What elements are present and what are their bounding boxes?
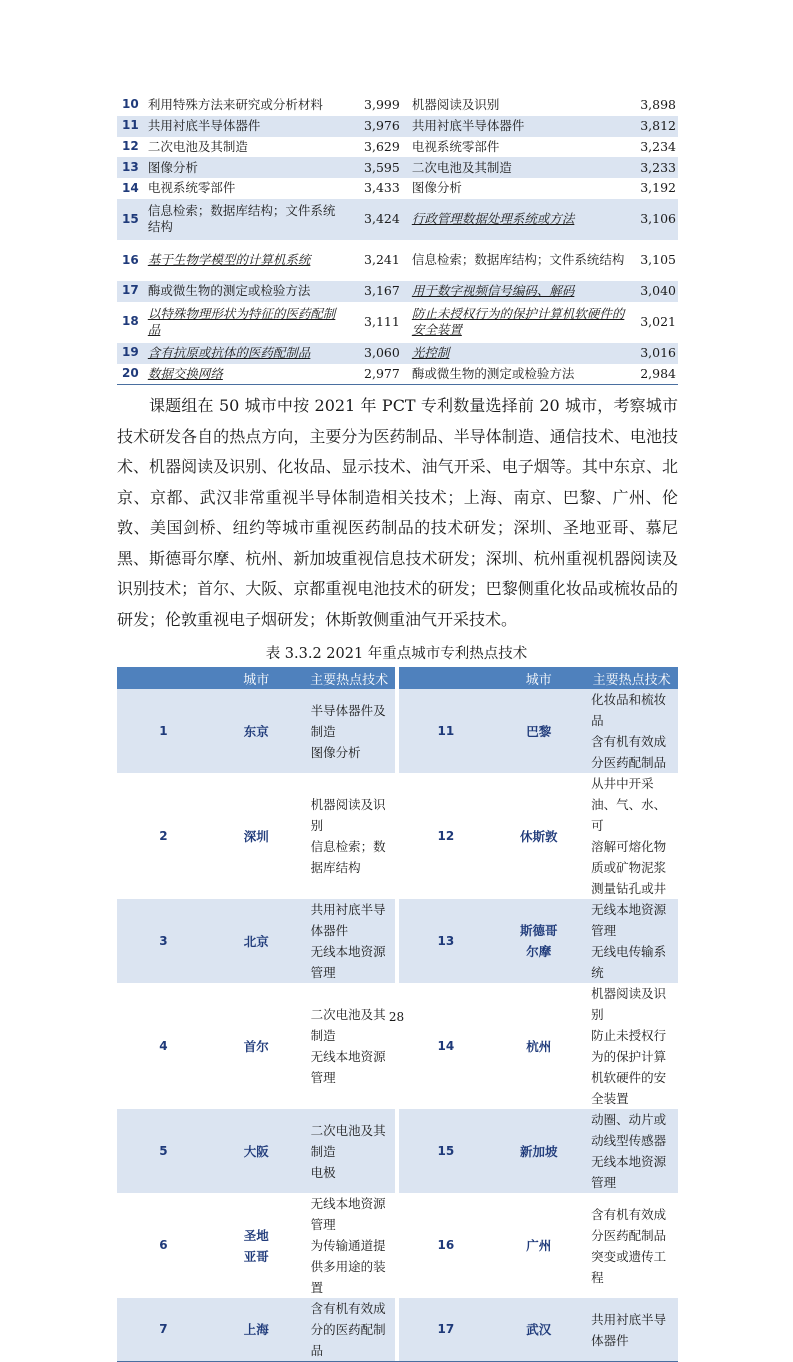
rank-cell-text: 17 — [122, 283, 139, 298]
ranking-row — [117, 95, 678, 116]
left-tech-count — [348, 157, 408, 178]
city-tech-right — [585, 773, 678, 899]
city-name-text: 巴黎 — [526, 723, 552, 739]
left-tech-name-text: 二次电池及其制造 — [147, 138, 248, 154]
left-tech-count-text: 3,424 — [364, 211, 400, 227]
hot-tech-ranking-table — [117, 95, 678, 385]
city-tech-left — [303, 689, 396, 773]
city-name-text: 北京 — [243, 933, 269, 949]
city-name-text: 杭州 — [526, 1038, 552, 1054]
city-tech-left — [303, 983, 396, 1109]
ranking-row — [117, 157, 678, 178]
left-tech-count-text: 3,433 — [364, 180, 400, 196]
rank-cell-text: 18 — [122, 314, 139, 329]
left-tech-count-text: 3,629 — [364, 138, 400, 154]
tech-line: 图像分析 — [310, 744, 361, 760]
city-name-line: 尔摩 — [526, 944, 552, 959]
right-tech-count — [631, 240, 678, 281]
left-tech-count — [348, 343, 408, 364]
body-paragraph: 课题组在 50 城市中按 2021 年 PCT 专利数量选择前 20 城市，考察城市技术研发各自的热点方向，主要分为医药制品、半导体制造、通信技术、电池技术、机器阅读及识别、化妆品、显示技术、油气开采、电子烟等。其中东京、北京、京都、武汉非常重视半导体制造相关技术；上海、南京、巴黎、广州、伦敦、美国剑桥、纽约等城市重视医药制品的技术研发；深圳、圣地亚哥、慕尼黑、斯德哥尔摩、杭州、新加坡重视信息技术研发；深圳、杭州重视机器阅读及识别技术；首尔、大阪、京都重视电池技术的研发；巴黎侧重化妆品或梳妆品的研发；伦敦重视电子烟研发；休斯敦侧重油气开采技术。 — [117, 396, 678, 629]
city-rank-left — [117, 899, 210, 983]
city-tech-right — [585, 899, 678, 983]
tech-line: 电极 — [310, 1164, 336, 1180]
city-rank-text: 12 — [437, 828, 455, 843]
tech-line: 从井中开采油、气、水、可 — [591, 776, 667, 833]
city-name-left — [210, 899, 303, 983]
city-rank-text: 1 — [159, 723, 168, 738]
rank-cell-text: 10 — [122, 97, 139, 112]
city-rank-left — [117, 773, 210, 899]
city-rank-text: 16 — [437, 1238, 455, 1252]
city-row — [117, 1193, 678, 1298]
rank-cell-text: 11 — [122, 118, 139, 133]
left-tech-name — [144, 157, 348, 178]
right-tech-count — [631, 364, 678, 385]
city-tech-right — [585, 1298, 678, 1362]
left-tech-count — [348, 302, 408, 343]
right-tech-count-text: 3,192 — [640, 180, 676, 196]
right-tech-name-text: 图像分析 — [411, 180, 462, 196]
city-tech-left — [303, 899, 396, 983]
city-rank-right — [399, 899, 492, 983]
tech-line: 动圈、动片或动线型传感器 — [591, 1112, 667, 1148]
right-tech-name — [408, 116, 631, 137]
right-tech-count — [631, 281, 678, 302]
left-tech-name-text: 含有抗原或抗体的医药配制品 — [147, 344, 311, 360]
right-tech-count-text: 3,106 — [640, 211, 676, 227]
left-tech-name — [144, 302, 348, 343]
right-tech-count-text: 3,021 — [640, 314, 676, 330]
city-name-right — [492, 1298, 585, 1362]
right-tech-count — [631, 157, 678, 178]
city-rank-text: 15 — [437, 1143, 455, 1158]
tech-line: 共用衬底半导体器件 — [591, 1311, 667, 1348]
right-tech-name — [408, 281, 631, 302]
right-tech-name — [408, 302, 631, 343]
city-rank-right — [399, 1193, 492, 1298]
city-row — [117, 899, 678, 983]
right-tech-name — [408, 199, 631, 240]
right-tech-count-text: 3,105 — [640, 252, 676, 268]
right-tech-count — [631, 343, 678, 364]
right-tech-name — [408, 178, 631, 199]
left-tech-name-text: 利用特殊方法来研究或分析材料 — [147, 97, 323, 113]
city-name-right — [492, 983, 585, 1109]
city-rank-right — [399, 689, 492, 773]
right-tech-name-text: 行政管理数据处理系统或方法 — [411, 211, 575, 227]
left-tech-name-text: 数据交换网络 — [147, 365, 223, 381]
right-tech-name-text: 信息检索；数据库结构；文件系统结构 — [411, 252, 625, 268]
rank-cell-text: 20 — [122, 366, 139, 381]
left-tech-count-text: 3,111 — [364, 314, 400, 330]
rank-cell-text: 19 — [122, 345, 139, 360]
city-name-right — [492, 689, 585, 773]
left-tech-name-text: 以特殊物理形状为特征的医药配制品 — [147, 305, 336, 338]
city-rank-text: 14 — [437, 1038, 455, 1053]
left-tech-count-text: 3,167 — [364, 283, 400, 299]
tech-line: 无线本地资源管理 — [591, 902, 667, 938]
left-tech-count — [348, 240, 408, 281]
left-tech-name — [144, 178, 348, 199]
city-name-line: 斯德哥 — [519, 923, 558, 938]
tech-line: 为传输通道提供多用途的装置 — [310, 1238, 386, 1295]
rank-cell-text: 13 — [122, 159, 139, 174]
ranking-row — [117, 137, 678, 158]
header-tech-left: 主要热点技术 — [303, 667, 396, 689]
right-tech-name — [408, 95, 631, 116]
tech-line: 机软硬件的安全装置 — [591, 1070, 667, 1106]
left-tech-name-text: 信息检索；数据库结构；文件系统结构 — [147, 202, 336, 235]
rank-cell-text: 14 — [122, 180, 139, 195]
rank-cell — [117, 95, 144, 116]
city-rank-left — [117, 1193, 210, 1298]
city-rank-right — [399, 1298, 492, 1362]
ranking-row — [117, 364, 678, 385]
right-tech-name — [408, 157, 631, 178]
right-tech-name — [408, 343, 631, 364]
left-tech-name — [144, 364, 348, 385]
ranking-table-body — [117, 95, 678, 385]
left-tech-name — [144, 343, 348, 364]
right-tech-name-text: 用于数字视频信号编码、解码 — [411, 283, 575, 299]
city-name-right — [492, 773, 585, 899]
right-tech-count-text: 3,812 — [640, 117, 676, 133]
rank-cell — [117, 157, 144, 178]
left-tech-name-text: 图像分析 — [147, 159, 198, 175]
city-name-left — [210, 983, 303, 1109]
right-tech-count-text: 2,984 — [640, 365, 676, 381]
left-tech-count-text: 3,976 — [364, 117, 400, 133]
rank-cell — [117, 178, 144, 199]
tech-line: 溶解可熔化物质或矿物泥浆 — [591, 839, 667, 875]
ranking-row — [117, 302, 678, 343]
left-tech-count-text: 2,977 — [364, 365, 400, 381]
tech-line: 无线本地资源管理 — [310, 1196, 386, 1232]
city-tech-right — [585, 689, 678, 773]
tech-line: 机器阅读及识别 — [591, 986, 667, 1022]
tech-line: 半导体器件及制造 — [310, 702, 386, 739]
rank-cell — [117, 364, 144, 385]
rank-cell-text: 12 — [122, 139, 139, 154]
right-tech-name-text: 防止未授权行为的保护计算机软硬件的安全装置 — [411, 305, 625, 338]
right-tech-count — [631, 178, 678, 199]
city-rank-left — [117, 1298, 210, 1362]
rank-cell — [117, 281, 144, 302]
right-tech-count-text: 3,898 — [640, 97, 676, 113]
right-tech-count — [631, 199, 678, 240]
city-name-right — [492, 1193, 585, 1298]
right-tech-count-text: 3,234 — [640, 138, 676, 154]
city-tech-left — [303, 773, 396, 899]
left-tech-name-text: 基于生物学模型的计算机系统 — [147, 252, 311, 268]
table-caption: 表 3.3.2 2021 年重点城市专利热点技术 — [265, 646, 528, 662]
left-tech-name — [144, 281, 348, 302]
city-rank-left — [117, 983, 210, 1109]
tech-line: 突变或遗传工程 — [591, 1248, 667, 1285]
tech-line: 测量钻孔或井 — [591, 881, 667, 896]
header-city-right: 城市 — [492, 667, 585, 689]
city-rank-text: 4 — [159, 1038, 168, 1053]
page-number: 28 — [388, 1010, 405, 1024]
left-tech-count-text: 3,595 — [364, 159, 400, 175]
city-rank-text: 5 — [159, 1143, 168, 1158]
right-tech-name-text: 电视系统零部件 — [411, 138, 500, 154]
left-tech-count — [348, 281, 408, 302]
left-tech-count — [348, 116, 408, 137]
rank-cell-text: 16 — [122, 252, 139, 267]
tech-line: 共用衬底半导体器件 — [310, 902, 386, 938]
rank-cell — [117, 137, 144, 158]
city-row — [117, 773, 678, 899]
city-name-text: 深圳 — [243, 828, 269, 844]
ranking-row — [117, 240, 678, 281]
ranking-row — [117, 281, 678, 302]
header-rank-right — [399, 667, 492, 689]
city-rank-text: 11 — [437, 723, 455, 738]
city-name-text: 首尔 — [243, 1038, 269, 1054]
city-name-left — [210, 1193, 303, 1298]
left-tech-count — [348, 95, 408, 116]
right-tech-count — [631, 95, 678, 116]
right-tech-name — [408, 240, 631, 281]
right-tech-count-text: 3,233 — [640, 159, 676, 175]
tech-line: 无线本地资源管理 — [310, 944, 386, 980]
city-row — [117, 983, 678, 1109]
right-tech-count — [631, 137, 678, 158]
city-name-text: 广州 — [526, 1238, 552, 1253]
left-tech-count — [348, 178, 408, 199]
rank-cell — [117, 302, 144, 343]
city-tech-right — [585, 983, 678, 1109]
left-tech-count-text: 3,241 — [364, 252, 400, 268]
right-tech-name-text: 光控制 — [411, 344, 450, 360]
left-tech-name-text: 共用衬底半导体器件 — [147, 117, 261, 133]
right-tech-count-text: 3,040 — [640, 283, 676, 299]
tech-line: 含有机有效成分医药配制品 — [591, 1206, 667, 1243]
left-tech-count — [348, 137, 408, 158]
tech-line: 二次电池及其制造 — [310, 1007, 386, 1043]
city-name-left — [210, 773, 303, 899]
left-tech-name — [144, 116, 348, 137]
right-tech-count — [631, 302, 678, 343]
tech-line: 无线本地资源管理 — [591, 1154, 667, 1190]
right-tech-name — [408, 137, 631, 158]
left-tech-count — [348, 364, 408, 385]
header-tech-right: 主要热点技术 — [585, 667, 678, 689]
tech-line: 信息检索；数据库结构 — [310, 839, 386, 875]
tech-line: 无线本地资源管理 — [310, 1049, 386, 1085]
city-name-right — [492, 899, 585, 983]
tech-line: 含有机有效成分的医药配制品 — [310, 1301, 386, 1358]
city-row — [117, 689, 678, 773]
city-rank-right — [399, 773, 492, 899]
city-tech-left — [303, 1298, 396, 1362]
left-tech-name — [144, 199, 348, 240]
city-rank-right — [399, 983, 492, 1109]
city-rank-text: 17 — [437, 1322, 455, 1336]
right-tech-count — [631, 116, 678, 137]
city-rank-left — [117, 689, 210, 773]
city-rank-text: 13 — [437, 933, 455, 948]
city-table-header-row — [117, 667, 678, 689]
rank-cell — [117, 116, 144, 137]
left-tech-name — [144, 95, 348, 116]
tech-line: 防止未授权行为的保护计算 — [591, 1028, 667, 1064]
city-name-text: 大阪 — [243, 1143, 269, 1159]
city-rank-text: 2 — [159, 828, 168, 843]
tech-line: 机器阅读及识别 — [310, 797, 386, 833]
rank-cell — [117, 240, 144, 281]
city-rank-text: 3 — [159, 933, 168, 948]
right-tech-name — [408, 364, 631, 385]
city-name-text: 上海 — [243, 1322, 269, 1337]
ranking-row — [117, 343, 678, 364]
city-name-text: 东京 — [243, 723, 269, 739]
left-tech-count-text: 3,999 — [364, 97, 400, 113]
city-name-line: 圣地 — [243, 1227, 269, 1243]
tech-line: 含有机有效成分医药配制品 — [591, 734, 667, 770]
tech-line: 化妆品和梳妆品 — [591, 692, 667, 728]
rank-cell — [117, 343, 144, 364]
left-tech-name — [144, 137, 348, 158]
city-name-text: 新加坡 — [519, 1143, 558, 1159]
header-city-left: 城市 — [210, 667, 303, 689]
city-name-left — [210, 689, 303, 773]
city-name-text: 武汉 — [526, 1322, 552, 1337]
header-rank-left — [117, 667, 210, 689]
rank-cell-text: 15 — [122, 211, 139, 226]
left-tech-count — [348, 199, 408, 240]
city-rank-text: 7 — [159, 1322, 168, 1336]
left-tech-name — [144, 240, 348, 281]
city-name-left — [210, 1298, 303, 1362]
right-tech-count-text: 3,016 — [640, 344, 676, 360]
city-row — [117, 1298, 678, 1362]
left-tech-name-text: 电视系统零部件 — [147, 180, 236, 196]
right-tech-name-text: 酶或微生物的测定或检验方法 — [411, 365, 575, 381]
tech-line: 二次电池及其制造 — [310, 1122, 386, 1159]
city-name-line: 亚哥 — [243, 1248, 269, 1264]
city-table-body — [117, 689, 678, 1362]
city-tech-right — [585, 1193, 678, 1298]
right-tech-name-text: 共用衬底半导体器件 — [411, 117, 525, 133]
right-tech-name-text: 机器阅读及识别 — [411, 97, 500, 113]
right-tech-name-text: 二次电池及其制造 — [411, 159, 512, 175]
city-tech-left — [303, 1193, 396, 1298]
rank-cell — [117, 199, 144, 240]
ranking-row — [117, 116, 678, 137]
ranking-row — [117, 178, 678, 199]
city-rank-text: 6 — [159, 1238, 168, 1252]
left-tech-count-text: 3,060 — [364, 344, 400, 360]
left-tech-name-text: 酶或微生物的测定或检验方法 — [147, 283, 311, 299]
tech-line: 无线电传输系统 — [591, 944, 667, 980]
city-name-text: 休斯敦 — [519, 828, 558, 844]
ranking-row — [117, 199, 678, 240]
